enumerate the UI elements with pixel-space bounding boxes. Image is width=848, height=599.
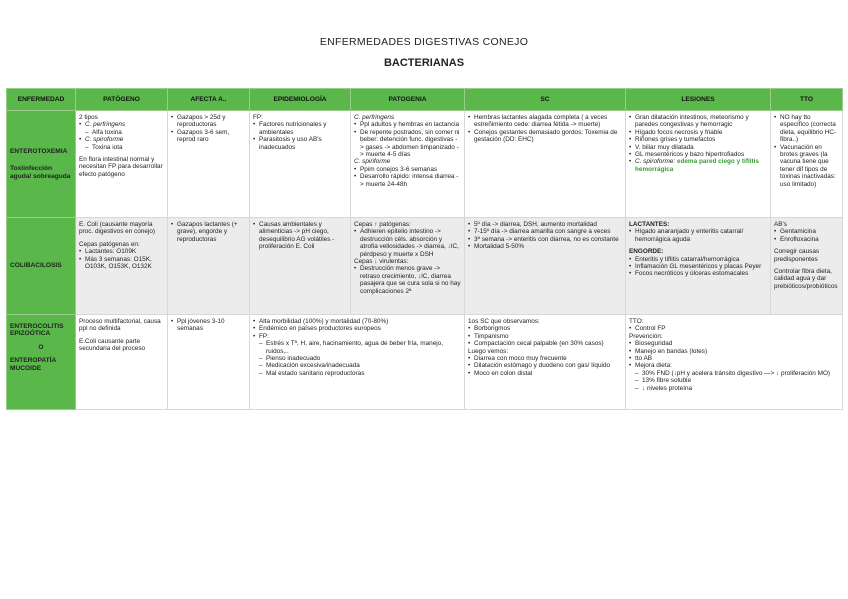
list-item: • Ppl adultos y hembras en lactancia bbox=[354, 121, 461, 128]
list-item: • tto AB bbox=[629, 355, 839, 362]
diseases-table bbox=[6, 88, 843, 410]
epidemiologia-cell bbox=[250, 315, 465, 410]
disease-subtitle: ENTEROPATÍA MUCOIDE bbox=[10, 357, 57, 372]
list-item: • Destrucción menos grave -> retraso crecimiento, ↓IC, diarrea pasajera que se cura sola si no hay complicaciones 2ª bbox=[354, 265, 461, 295]
patogeno-cell bbox=[76, 111, 168, 218]
lesiones-mid: Prevención: bbox=[629, 332, 663, 340]
list-item: • Timpanismo bbox=[468, 333, 622, 340]
list-item: • Hembras lactantes alagada completa ( a veces estreñimiento cede: diarrea fétida -> muerte) bbox=[468, 114, 622, 129]
list-item: • Mortalidad 5-50% bbox=[468, 243, 622, 250]
list-item: • Endémico en países productores europeos bbox=[253, 325, 461, 332]
list-item: • Gran dilatación intestinos, meteorismo y paredes congestivas y hemorragic bbox=[629, 114, 767, 129]
patogenia-cell bbox=[351, 111, 465, 218]
list-item: • Lactantes: O109K bbox=[79, 248, 164, 255]
sc-cell bbox=[465, 218, 626, 315]
header-sc: SC bbox=[465, 89, 626, 111]
list-item: • Conejos gestantes demasiado gordos: Toxemia de gestación (DD: EHC) bbox=[468, 129, 622, 144]
header-tto: TTO bbox=[771, 89, 843, 111]
table-header-row bbox=[7, 89, 843, 111]
list-item: • Moco en colon distal bbox=[468, 370, 622, 377]
list-item: • Adhieren epitelio intestino -> destrucción céls. absorción y atrofia vellosidades -> diarrea, ↓IC, pérdpeso y muerte x DSH bbox=[354, 228, 461, 258]
sc-cell bbox=[465, 315, 626, 410]
afecta-cell bbox=[168, 218, 250, 315]
list-item: • Manejo en bandas (lotes) bbox=[629, 348, 839, 355]
list-item: • Mejora dieta: – 30% FND (↓pH y acelera tránsito digestivo —> ↓ proliferación MO) – 13% fibre soluble – ↓ niveles proteína bbox=[629, 362, 839, 392]
tto-intro: AB's bbox=[774, 221, 787, 228]
sc-cell bbox=[465, 111, 626, 218]
patogeno-intro2: Cepas patógenas en: bbox=[79, 240, 140, 248]
list-item: • C. perfringens – Alfa toxina bbox=[79, 121, 164, 136]
document-title: ENFERMEDADES DIGESTIVAS CONEJO bbox=[319, 36, 529, 48]
disease-name: COLIBACILOSIS bbox=[10, 262, 62, 270]
list-item: • Desarrollo rápido: intensa diarrea -> muerte 24-48h bbox=[354, 173, 461, 188]
patogeno-line: Proceso multifactorial, causa ppl no definida bbox=[79, 318, 161, 333]
disease-or: O bbox=[38, 343, 44, 351]
list-item: • Focos necróticos y úlceras estomacales bbox=[629, 270, 767, 277]
list-item: • Hígado focos necrosis y friable bbox=[629, 129, 767, 136]
lesiones-intro: TTO: bbox=[629, 318, 644, 325]
list-item: – Estrés x Tª, H, aire, hacinamiento, agua de beber fría, manejo, ruidos,.. bbox=[259, 340, 456, 355]
table-row-enterocolitis bbox=[7, 315, 843, 410]
patogeno-intro: 2 tipos bbox=[79, 114, 98, 121]
list-item: • Borborigmos bbox=[468, 325, 622, 332]
list-item: • Factores nutricionales y ambientales bbox=[253, 121, 347, 136]
epidemiologia-cell bbox=[250, 111, 351, 218]
list-item: • Enteritis y tiflitis catarral/hemorrágica bbox=[629, 256, 767, 263]
list-item: • GL mesentéricos y bazo hipertrofiados bbox=[629, 151, 767, 158]
list-item: • Gazapos 3-6 sem, reprod raro bbox=[171, 129, 246, 144]
list-item: – Medicación excesiva/inadecuada bbox=[259, 362, 461, 369]
list-item: – Alfa toxina bbox=[85, 129, 164, 136]
disease-cell bbox=[7, 315, 76, 410]
list-item: • C. spiroforme: edema pared ciego y tiflitis hemorrágica bbox=[629, 158, 767, 173]
tto-extra: Controlar fibra dieta, calidad agua y dar prebióticos/probióticos bbox=[774, 268, 838, 290]
list-item: • 7-15º día -> diarrea amarilla con sangre a veces bbox=[468, 228, 622, 235]
list-item: – 30% FND (↓pH y acelera tránsito digestivo —> ↓ proliferación MO) bbox=[635, 370, 839, 377]
epidemiologia-cell bbox=[250, 218, 351, 315]
disease-subtitle: Toxiinfección aguda/ sobreaguda bbox=[10, 165, 71, 180]
tto-extra: Corregir causas predisponentes bbox=[774, 248, 820, 263]
list-item: – Pienso inadecuado bbox=[259, 355, 461, 362]
disease-name: ENTEROCOLITIS EPIZOÓTICA bbox=[10, 323, 64, 338]
list-item: • Ppim conejos 3-6 semanas bbox=[354, 166, 461, 173]
list-item: • Compactación cecal palpable (en 30% casos) bbox=[468, 340, 622, 347]
list-item: – ↓ niveles proteína bbox=[635, 385, 839, 392]
list-item: – 13% fibre soluble bbox=[635, 377, 839, 384]
afecta-cell bbox=[168, 111, 250, 218]
list-item: • Gentamicina bbox=[774, 228, 839, 235]
list-item: • 5º día -> diarrea, DSH, aumento mortalidad bbox=[468, 221, 622, 228]
patogeno-cell bbox=[76, 315, 168, 410]
list-item: • Gazapos > 25d y reproductoras bbox=[171, 114, 246, 129]
list-item: • Gazapos lactantes (+ grave), engorde y reproductoras bbox=[171, 221, 246, 243]
list-item: • Parasitosis y uso AB's inadecuados bbox=[253, 136, 347, 151]
lesiones-cell bbox=[626, 218, 771, 315]
header-lesiones: LESIONES bbox=[626, 89, 771, 111]
list-item: • Bioseguridad bbox=[629, 340, 839, 347]
list-item: • NO hay tto específico (correcta dieta, equilibrio HC-fibra..) bbox=[774, 114, 839, 144]
patogenia-heading: C. perfringens bbox=[354, 114, 395, 121]
patogeno-intro: E. Coli (causante mayoría proc. digestivos en conejo) bbox=[79, 221, 156, 236]
lesiones-heading: ENGORDE: bbox=[629, 248, 664, 256]
disease-cell bbox=[7, 111, 76, 218]
list-item: • Inflamación GL mesentéricos y placas Peyer bbox=[629, 263, 767, 270]
list-item: • Vacunación en brotes graves (la vacuna tiene que tener dif tipos de toxinas inactivadas: uso limitado) bbox=[774, 144, 839, 188]
list-item: • V. biliar muy dilatada bbox=[629, 144, 767, 151]
sc-intro: 1os SC que observamos: bbox=[468, 318, 540, 325]
sc-mid: Luego vemos: bbox=[468, 347, 509, 355]
header-enfermedad: ENFERMEDAD bbox=[7, 89, 76, 111]
list-item: • De repente postrados, sin comer ni beber: detención func. digestivas -> gases -> abdomen timpanizado -> muerte 4-5 días bbox=[354, 129, 461, 159]
list-item: – Toxina iota bbox=[85, 144, 164, 151]
list-item: • C. spiroforme – Toxina iota bbox=[79, 136, 164, 151]
disease-name: ENTEROTOXEMIA bbox=[10, 147, 68, 155]
lesiones-heading: LACTANTES: bbox=[629, 221, 670, 228]
header-epidemiologia: EPIDEMIOLOGÍA bbox=[250, 89, 351, 111]
table-row-enterotoxemia bbox=[7, 111, 843, 218]
patogenia-heading: Cepas ↓ virulentas: bbox=[354, 258, 409, 266]
list-item: • Más 3 semanas: O15K, O103K, O153K, O132K bbox=[79, 256, 164, 271]
header-patogeno: PATÓGENO bbox=[76, 89, 168, 111]
header-patogenia: PATOGENIA bbox=[351, 89, 465, 111]
tto-cell bbox=[771, 111, 843, 218]
patogenia-heading: C. spiriforme bbox=[354, 158, 391, 166]
patogeno-extra: En flora intestinal normal y necesitan FP para desarrollar efecto patógeno bbox=[79, 156, 163, 178]
lesiones-cell bbox=[626, 111, 771, 218]
list-item: • Causas ambientales y alimenticias -> pH ciego, desequilibrio AG volátiles - proliferación E. Coli bbox=[253, 221, 347, 251]
afecta-cell bbox=[168, 315, 250, 410]
list-item: • Hígado anaranjado y enteritis catarral/ hemorrágica aguda bbox=[629, 228, 767, 243]
list-item: • Riñones grises y tumefactos bbox=[629, 136, 767, 143]
document-subtitle: BACTERIANAS bbox=[383, 57, 465, 69]
list-item: • Diarrea con moco muy frecuente bbox=[468, 355, 622, 362]
patogenia-cell bbox=[351, 218, 465, 315]
patogeno-cell bbox=[76, 218, 168, 315]
disease-cell bbox=[7, 218, 76, 315]
patogeno-line: E.Coli causante parte secundaria del proceso bbox=[79, 337, 146, 353]
list-item: • FP: – Estrés x Tª, H, aire, hacinamiento, agua de beber fría, manejo, ruidos,.. – Pienso inadecuado – Medicación excesiva/inadecuada – Mal estado sanitario reproductoras bbox=[253, 333, 461, 377]
epi-intro: FP: bbox=[253, 114, 263, 121]
list-item: • Alta morbilidad (100%) y mortalidad (70-80%) bbox=[253, 318, 461, 325]
list-item: • Enrofloxacina bbox=[774, 236, 839, 243]
header-afecta: AFECTA A.. bbox=[168, 89, 250, 111]
lesiones-cell bbox=[626, 315, 843, 410]
patogenia-heading: Cepas ↑ patógenas: bbox=[354, 221, 411, 228]
table-row-colibacilosis bbox=[7, 218, 843, 315]
tto-cell bbox=[771, 218, 843, 315]
list-item: • Control FP bbox=[629, 325, 839, 332]
list-item: • Dilatación estómago y duodeno con gas/ líquido bbox=[468, 362, 622, 369]
list-item: – Mal estado sanitario reproductoras bbox=[259, 370, 461, 377]
list-item: • Ppl jóvenes 3-10 semanas bbox=[171, 318, 246, 333]
list-item: • 3ª semana -> enteritis con diarrea, no es constante bbox=[468, 236, 622, 243]
